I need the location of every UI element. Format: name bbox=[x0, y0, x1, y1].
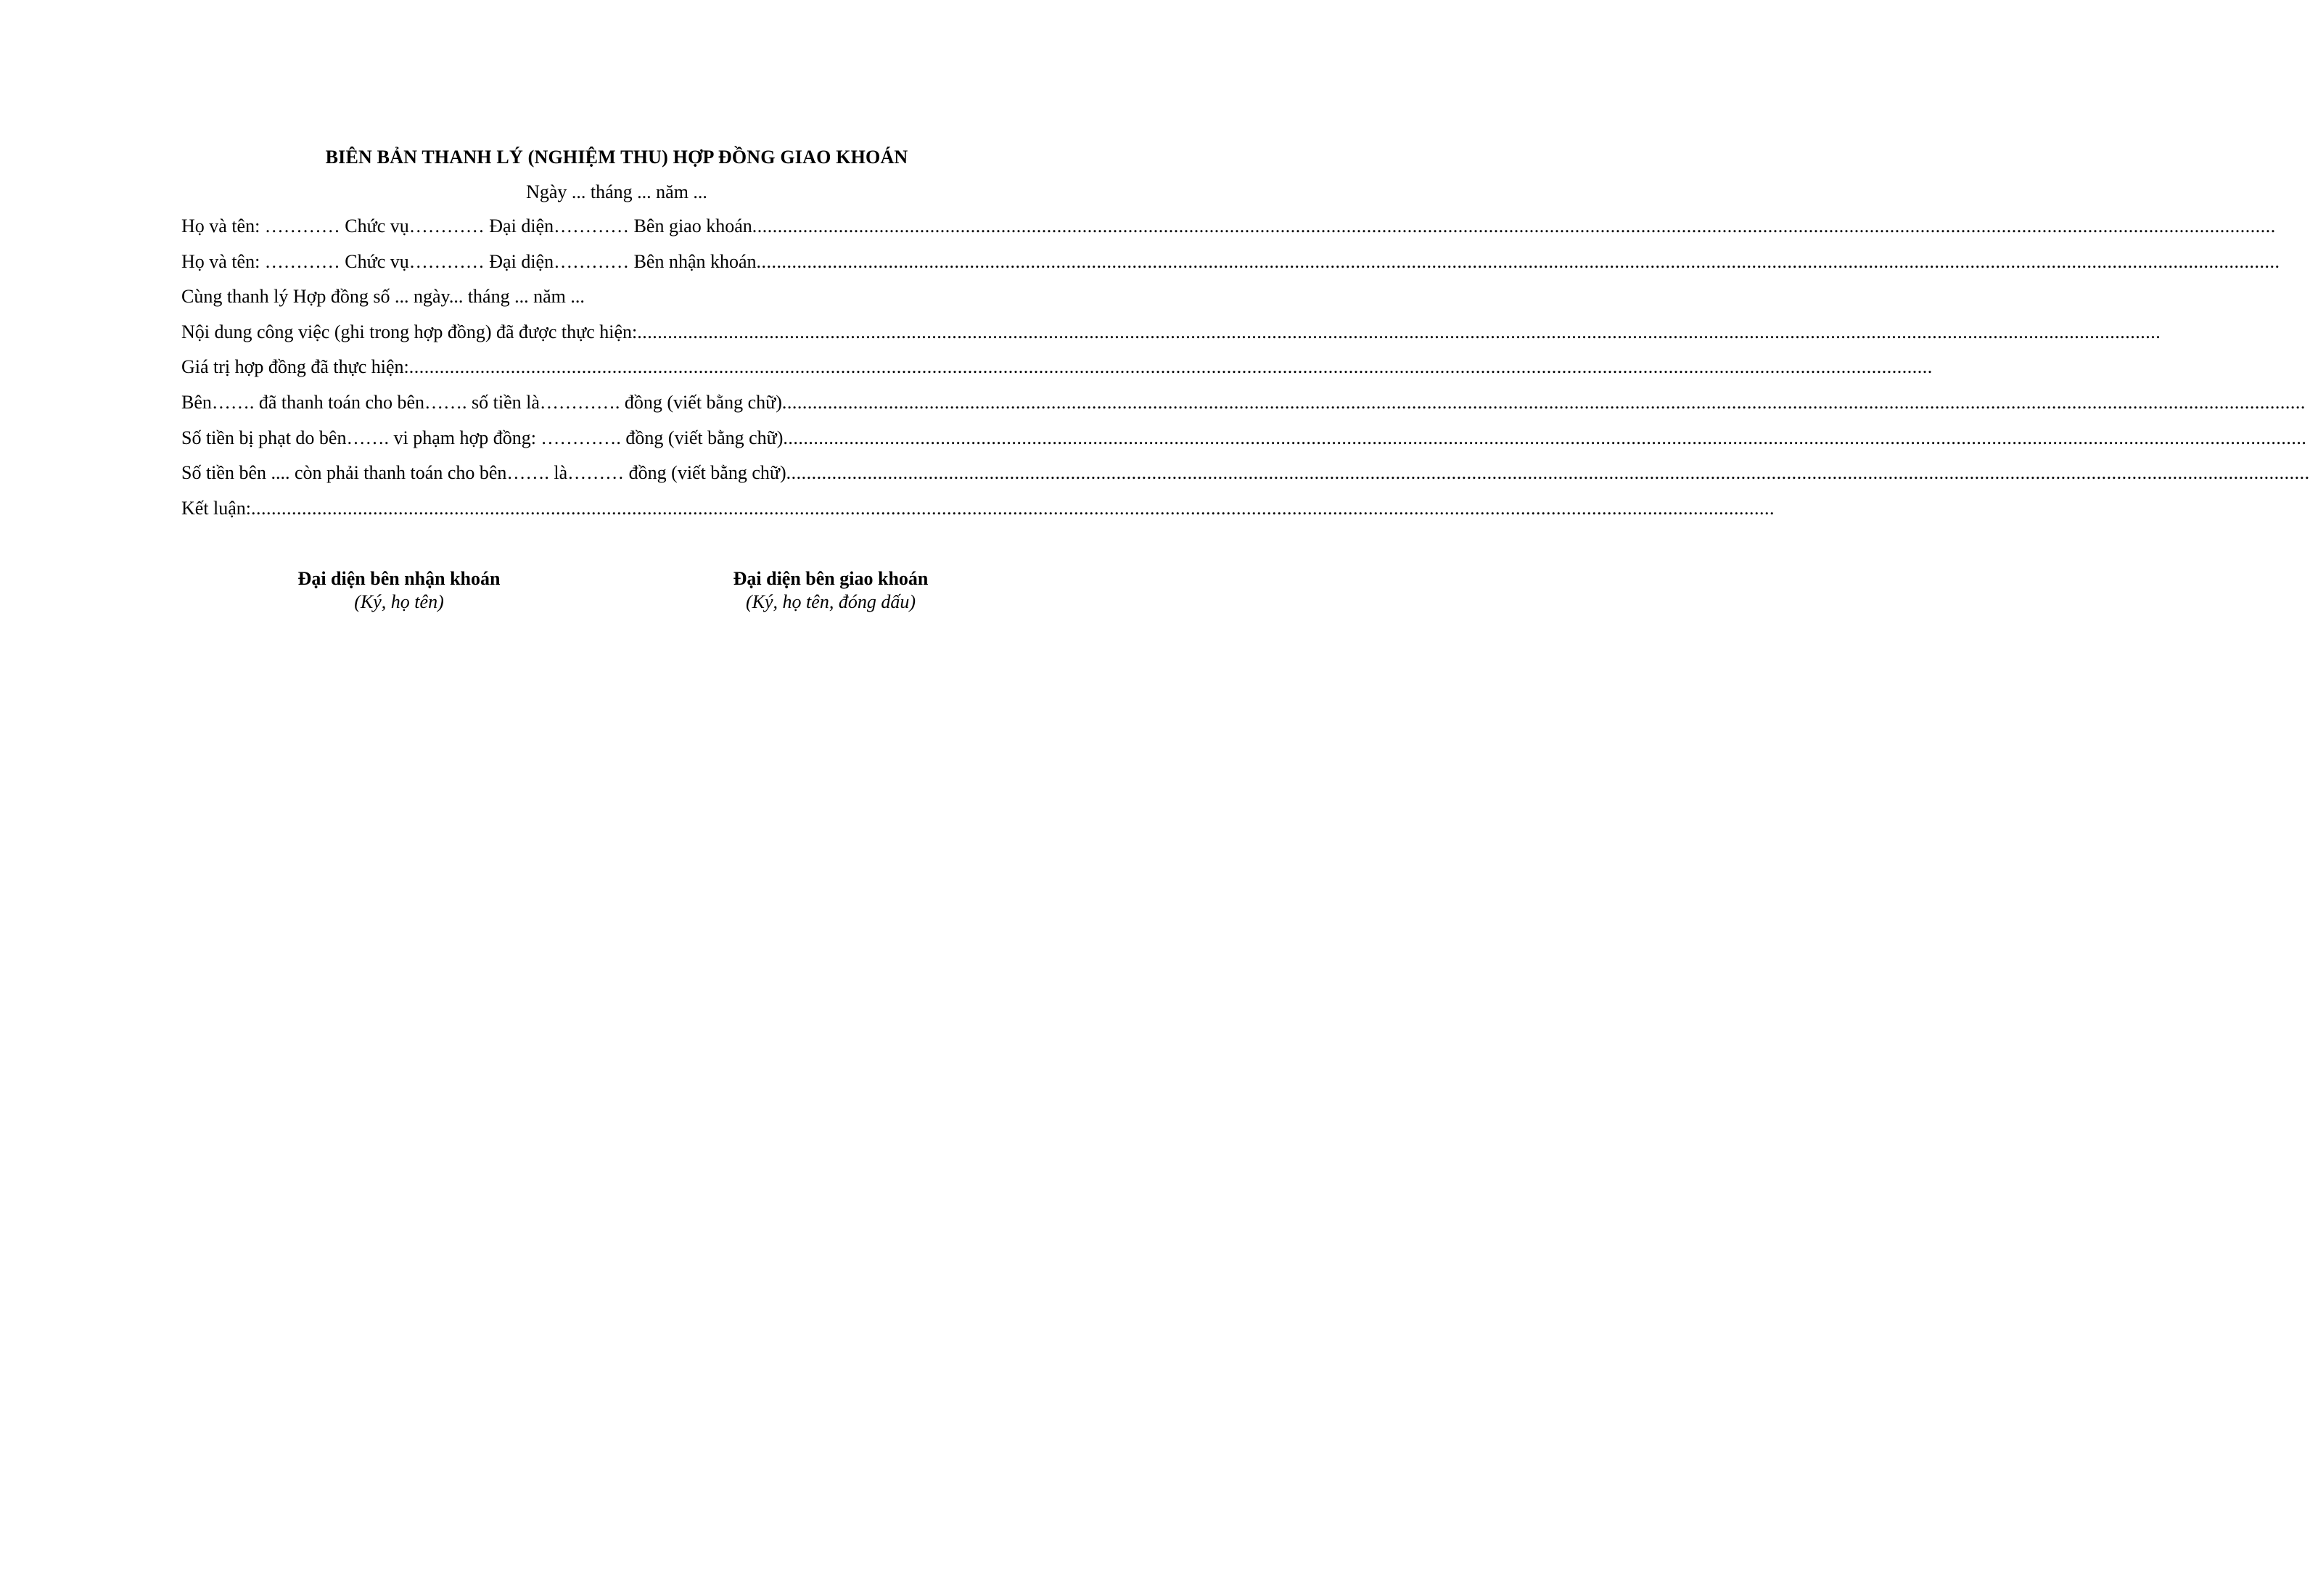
form-line-text: Số tiền bị phạt do bên……. vi phạm hợp đồng: …………. đồng (viết bằng chữ) bbox=[181, 427, 784, 448]
dotted-fill: ............................................................................................................................................................................................................................................................................................................ bbox=[251, 497, 1775, 519]
dotted-fill: ............................................................................................................................................................................................................................................................................................................ bbox=[783, 427, 2307, 448]
form-line-giao-khoan bbox=[181, 214, 2276, 250]
dotted-fill: ............................................................................................................................................................................................................................................................................................................ bbox=[756, 250, 2280, 272]
form-line-noi-dung bbox=[181, 320, 2161, 355]
form-line-text: Bên……. đã thanh toán cho bên……. số tiền là…………. đồng (viết bằng chữ) bbox=[181, 391, 782, 413]
signature-block-nhan-khoan bbox=[254, 567, 544, 614]
signature-block-giao-khoan bbox=[686, 567, 976, 614]
dotted-fill: ............................................................................................................................................................................................................................................................................................................ bbox=[408, 356, 1933, 378]
signature-note: (Ký, họ tên, đóng dấu) bbox=[746, 591, 916, 612]
form-line-gia-tri bbox=[181, 355, 1933, 390]
document-title: BIÊN BẢN THANH LÝ (NGHIỆM THU) HỢP ĐỒNG GIAO KHOÁN bbox=[325, 147, 908, 168]
form-line-tien-phat bbox=[181, 426, 2307, 461]
form-body bbox=[181, 214, 2310, 531]
form-line-text: Giá trị hợp đồng đã thực hiện: bbox=[181, 356, 409, 378]
dotted-fill: ............................................................................................................................................................................................................................................................................................................ bbox=[637, 321, 2161, 342]
form-line-hop-dong-so bbox=[181, 284, 1016, 320]
form-line-text: Họ và tên: ………… Chức vụ………… Đại diện………… Bên giao khoán bbox=[181, 215, 752, 236]
date-line: Ngày ... tháng ... năm ... bbox=[526, 181, 707, 202]
form-line-text: Họ và tên: ………… Chức vụ………… Đại diện………… Bên nhận khoán bbox=[181, 250, 757, 272]
form-line-con-phai-thanh-toan bbox=[181, 461, 2310, 496]
form-line-da-thanh-toan bbox=[181, 390, 2306, 426]
signature-note: (Ký, họ tên) bbox=[354, 591, 444, 612]
form-line-text: Kết luận: bbox=[181, 497, 252, 519]
dotted-fill: ............................................................................................................................................................................................................................................................................................................ bbox=[752, 215, 2276, 236]
dotted-fill: ............................................................................................................................................................................................................................................................................................................ bbox=[786, 462, 2310, 484]
signature-role: Đại diện bên nhận khoán bbox=[297, 568, 501, 589]
dotted-fill: ............................................................................................................................................................................................................................................................................................................ bbox=[781, 391, 2306, 413]
form-line-text: Số tiền bên .... còn phải thanh toán cho bên……. là……… đồng (viết bằng chữ) bbox=[181, 462, 786, 484]
form-line-ket-luan bbox=[181, 496, 1775, 532]
form-line-nhan-khoan bbox=[181, 250, 2280, 285]
form-line-text: Nội dung công việc (ghi trong hợp đồng) đã được thực hiện: bbox=[181, 321, 638, 342]
form-line-text: Cùng thanh lý Hợp đồng số ... ngày... tháng ... năm ... bbox=[181, 286, 585, 308]
signature-role: Đại diện bên giao khoán bbox=[733, 568, 929, 589]
